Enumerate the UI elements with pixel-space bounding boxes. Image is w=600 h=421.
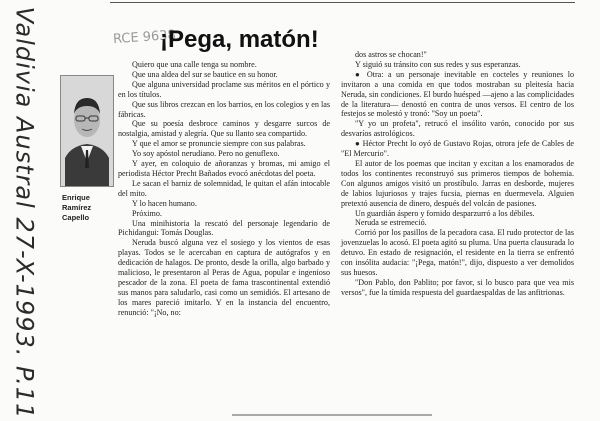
top-rule (110, 2, 575, 6)
paragraph: Que su poesía desbroce caminos y desgarre surcos de nostalgia, amistad y alegría. Que su llanto sea compartido. (118, 119, 330, 139)
paragraph: dos astros se chocan!" (355, 50, 427, 59)
paragraph: Que sus libros crezcan en los barrios, en los colegios y en las fábricas. (118, 99, 330, 119)
paragraph: Quiero que una calle tenga su nombre. (132, 60, 257, 69)
paragraph: Y lo hacen humano. (132, 198, 197, 208)
paragraph: "Don Pablo, don Pablito; por favor, si lo busco para que vea mis versos", fue la tímida respuesta del guardaespaldas de las anfitrionas. (341, 277, 574, 297)
paragraph: Neruda se estremeció. (355, 218, 427, 228)
handwritten-margin-note (2, 6, 46, 420)
headline: ¡Pega, matón! (160, 26, 319, 53)
paragraph: Le sacan el barniz de solemnidad, le quitan el afán intocable del mito. (118, 178, 330, 198)
paragraph: Que alguna universidad proclame sus méritos en el pórtico y en los títulos. (118, 79, 330, 99)
paragraph: Que una aldea del sur se bautice en su honor. (132, 69, 278, 79)
author-portrait-icon (61, 76, 113, 186)
paragraph: Neruda buscó alguna vez el sosiego y los vientos de esas playas. Todos se le acercaban en captura de autógrafos y en dedicación de halagos. De pronto, desde la orilla, algo barbado y malicioso, le presentaron al Peras de Agua, popular e ingenioso pescador de la zona. El poeta de fama trascontinental extendió sus manos para saludarlo, casi como un semidiós. El artesano de los mares pareció imitarlo. Y en la instancia del encuentro, renunció: "¡No, no: (118, 238, 330, 317)
paragraph: Y ayer, en coloquio de añoranzas y bromas, mi amigo el periodista Héctor Precht Bañados evocó anécdotas del poeta. (118, 159, 330, 178)
byline-line: Enrique (62, 193, 90, 202)
paragraph: Y siguió su tránsito con sus redes y sus esperanzas. (355, 59, 521, 69)
paragraph: Corrió por los pasillos de la pecadora casa. El rudo protector de las jovenzuelas lo acosó. El poeta agitó su pluma. Una puerta clausurada lo detuvo. En estado de resignación, el residente en la tierra se enfrentó con insólita audacia: "¡Pega, matón!", dijo, dispuesto a ver demolidos sus huesos. (341, 228, 574, 277)
paragraph: Yo soy apóstol nerudiano. Pero no genuflexo. (132, 149, 280, 159)
article-column-left (118, 60, 330, 318)
byline (62, 193, 114, 223)
paragraph: Y que el amor se pronuncie siempre con sus palabras. (132, 139, 306, 149)
bottom-rule (232, 414, 432, 416)
paragraph: ● Otra: a un personaje inevitable en cocteles y reuniones lo invitaron a una comida en que todos mostraban su pleitesía hacia Neruda, sin condiciones. El burdo huésped —ajeno a las complicidades de la literatura— denostó en contra de unos versos. El centro de los festejos se molestó y tronó: "Soy un poeta". (341, 69, 574, 119)
article-column-right (341, 50, 574, 298)
margin-note-text: Valdivia Austral 27-X-1993. P.11 (10, 6, 39, 420)
paragraph: Un guardián áspero y fornido desparzurró a los débiles. (355, 208, 535, 218)
paragraph: Una minihistoria la rescató del personaje legendario de Pichidangui: Tomás Douglas. (118, 218, 330, 238)
archive-stamp: RCE 9638 (112, 27, 177, 48)
paragraph: ● Héctor Precht lo oyó de Gustavo Rojas, otrora jefe de Cables de "El Mercurio". (341, 139, 574, 159)
paragraph: Próximo. (132, 208, 162, 218)
paragraph: El autor de los poemas que incitan y excitan a los enamorados de todos los continentes reconstruyó sus primeros tiempos de bohemia. Con algunos amigos visitó un prostíbulo. Jarras en desborde, mujeres de labios lujuriosos y trajes fucsia, piernas en duermevela. Alguien pretextó ausencia de dinero, después del volcán de pasiones. (341, 158, 574, 208)
paragraph: "Y yo un profeta", retrucó el insólito varón, conocido por sus desvaríos astrológicos. (341, 119, 574, 139)
byline-line: Capello (62, 213, 90, 222)
byline-line: Ramírez (62, 203, 92, 212)
author-photo (60, 75, 114, 187)
